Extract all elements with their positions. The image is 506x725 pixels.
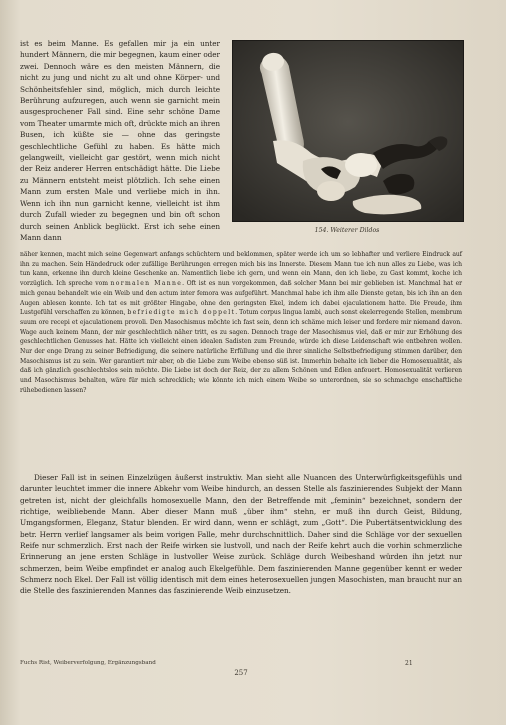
left-column-text: ist es beim Manne. Es gefallen mir ja ein unter hundert Männern, die mir begegnen, kaum einer oder zwei. Dennoch wäre es den meisten Männern, die nicht zu jung und nicht zu alt und ohne Körper- und Schönheitsfehler sind, möglich, mich durch leichte Berührung aufzuregen, auch wenn sie garnicht mein ausgesprochener Fall sind. Eine sehr schöne Dame vom Theater umarmte mich oft, drückte mich an ihren Busen, ich küßte sie — ohne das geringste geschlechtliche Gefühl zu haben. Es hätte mich gelangweilt, vielleicht gar gestört, wenn mich nicht der Reiz anderer Herren entschädigt hätte. Die Liebe zu Männern entsteht meist plötzlich. Ich sehe einen Mann zum ersten Male und verliebe mich in ihn. Wenn ich ihn nun garnicht kenne, vielleicht ist ihm durch Zufall wieder zu begegnen und bin oft schon durch seinen Anblick beglückt. Erst ich sehe einen Mann dann — [20, 39, 220, 242]
spaced-emphasis-1: normalen Manne — [110, 280, 183, 288]
small-text-1: näher kennen, macht mich seine Gegenwart anfangs schüchtern und beklommen, später werde ich um so lebhafter und verliere Eindruck auf ihn zu machen. Sein Händedruck oder zufällige Berührungen erregen mich bis ins Innerste. Diesem Mann tue ich nun alles zu Liebe, was ich tun kann, erkenne ihn durch kleine Geschenke an. Namentlich liebe ich gern, und wenn ein Mann, den ich liebe, zu Gast kommt, koche ich vorzüglich. Ich spreche vom — [20, 251, 462, 288]
footer-source: Fuchs Rist, Weiberverfolgung, Ergänzungsband — [20, 660, 156, 666]
commentary-text-1: Dieser Fall ist in seinen Einzelzügen äußerst instruktiv. Man sieht alle Nuancen des Unterwürfigkeitsgefühls und darunter leuchtet immer die innere Abkehr vom Weibe hindurch, an dessen Stelle als faszinierendes Subjekt der Mann getreten ist, nicht der gleichfalls homosexuelle Mann, den der Betreffende mit — [20, 473, 462, 505]
small-print-block — [20, 250, 462, 396]
commentary-paragraph — [20, 472, 462, 597]
quote-ueber-ihm: „über ihm“ — [243, 507, 288, 517]
quote-gott: „Gott“ — [321, 518, 345, 528]
small-print-paragraph — [20, 250, 462, 396]
commentary-text-2: bezeichnet, sondern der richtige, weibliebende Mann. Aber dieser Mann muß — [20, 495, 462, 517]
commentary-block — [20, 472, 462, 597]
commentary-text-4: . Die Pubertätsentwicklung des betr. Herrn verlief langsamer als beim vorigen Falle, mehr durchschnittlich. Daher sind die Schläge vor der sexuellen Reife nur schmerzlich. Erst nach der Reife wirken sie lustvoll, und nach der Reife kehrt auch die vorhin schmerzliche Erinnerung an jene ersten Schläge in lustvoller Weise zurück. Schläge durch Weibeshand würden ihn jetzt nur schmerzen, beim Weibe empfindet er analog auch Ekelgefühle. Dem faszinierenden Manne gegenüber kennt er weder Schmerz noch Ekel. Der Fall ist völlig identisch mit dem eines heterosexuellen jungen Masochisten, man braucht nur an die Stelle des faszinierenden Mannes das faszinierende Weib einzusetzen. — [20, 518, 462, 596]
small-text-3: . Totum corpus lingua lambi, auch sonst ekelerregende Stellen, membrum suum ore recepi et ejaculationem provoli. Den Masochismus möchte ich fast sein, denn ich schäme mich leiser und fordere mir niemand davon. Wage auch keinem Mann, der mir geschlechtlich näher tritt, es zu sagen. Dennoch trage der Masochismus viel, daß er mir zur Erhöhung des geschlechtlichen Genusses hat. Hätte ich vielleicht einen idealen Sadisten zum Freunde, würde ich diese Leidenschaft wie entbehren wollen. Nur der enge Drang zu seiner Befriedigung, die seinere natürliche Erfüllung und die ihrer sinnliche Selbstbefriedigung stimmen darüber, den Masochismus ist zu sein. Wer garantiert mir aber, ob die Liebe zum Weibe ebenso süß ist. Immerhin behalte ich lieber die Homosexualität, als daß ich gänzlich geschlechtslos sein möchte. Die Liebe ist doch der Reiz, der zu allem Schönen und Edlen anfeuert. Homosexualität verlieren und Masochismus behalten, wäre für mich schrecklich; wie könnte ich mich einem Weibe so unterordnen, sie so schmachge enschaftliche rühebedienen lassen? — [20, 309, 462, 394]
figure-illustration — [233, 41, 463, 221]
figure-photo — [232, 40, 464, 222]
quote-feminin: „feminin“ — [330, 495, 366, 505]
page-number: 257 — [234, 669, 248, 677]
signature-mark: 21 — [405, 660, 413, 667]
small-text-2: . Oft ist es nun vorgekommen, daß solcher Mann bei mir geblieben ist. Manchmal hat er mich genau behandelt wie ein Weib und den actum inter femora was aufgeführt. Manchmal habe ich ihm alle Dienste getan, bis ich ihn an den Augen ablesen konnte. Ich tat es mit größter Hingabe, ohne den geringsten Ekel, indem ich dabei ejaculationem hatte. Die Freude, ihm Lustgefühl verschaffen zu können, — [20, 280, 462, 317]
commentary-text-3: stehn, er muß ihn durch Geist, Bildung, Umgangsformen, Eleganz, Statur blenden. Er wird dann, wenn er schlägt, zum — [20, 507, 462, 528]
figure-caption: 154. Weiterer Dildos — [314, 227, 380, 234]
spaced-emphasis-2: befriedigte mich doppelt — [127, 309, 236, 317]
